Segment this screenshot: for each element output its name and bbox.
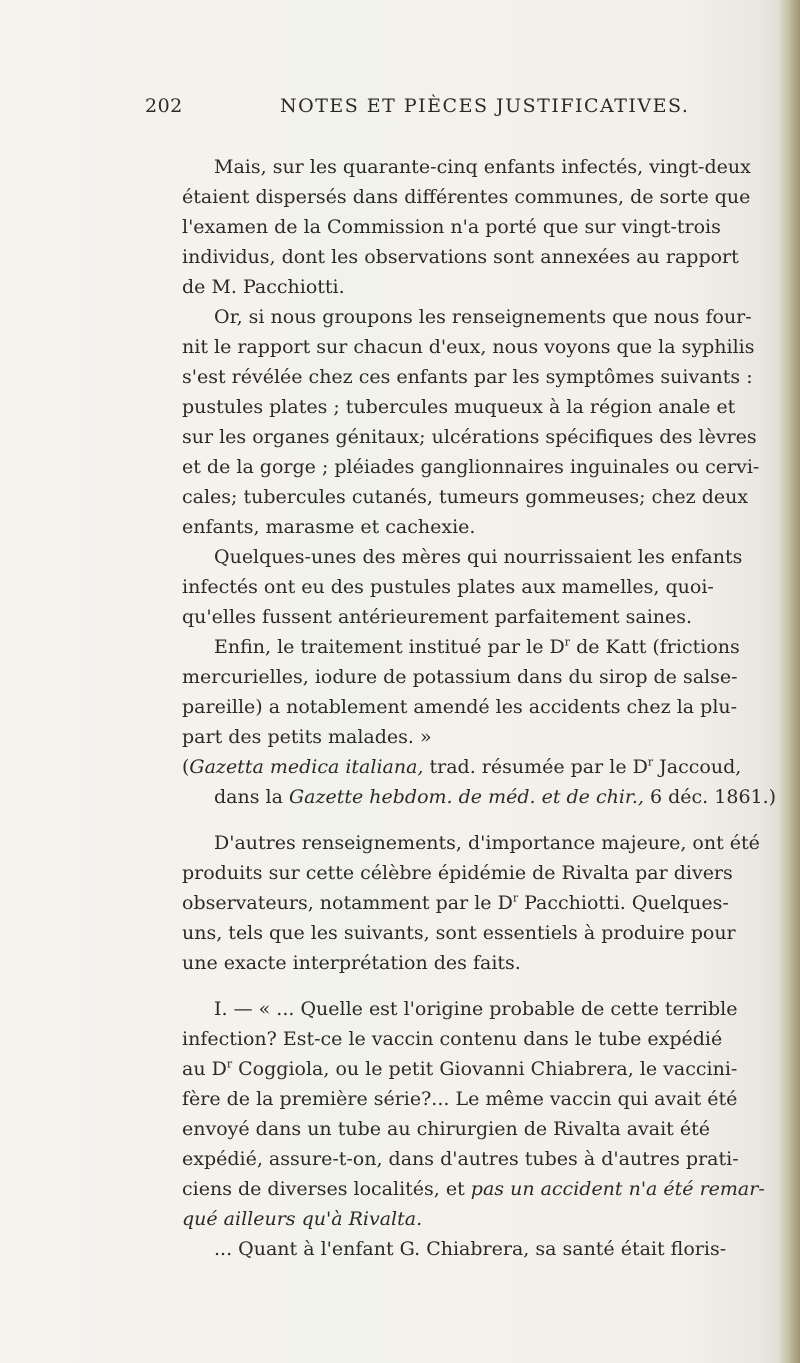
text-line: Quelques-unes des mères qui nourrissaient les enfants (214, 546, 743, 568)
text-line: Mais, sur les quarante-cinq enfants infectés, vingt-deux (214, 156, 751, 178)
citation-line (182, 782, 777, 812)
paragraph-gap (182, 812, 774, 828)
text-fragment: ( (182, 756, 190, 778)
running-title: NOTES ET PIÈCES JUSTIFICATIVES. (280, 95, 690, 117)
page-header (145, 95, 745, 119)
citation-line (182, 752, 774, 782)
text-line (182, 888, 774, 918)
text-line: mercurielles, iodure de potassium dans du sirop de salse- (182, 666, 738, 688)
text-line: infection? Est-ce le vaccin contenu dans le tube expédié (182, 1028, 723, 1050)
text-line: une exacte interprétation des faits. (182, 952, 521, 974)
text-line: infectés ont eu des pustules plates aux mamelles, quoi- (182, 576, 714, 598)
text-fragment: Coggiola, ou le petit Giovanni Chiabrera, le vaccini- (232, 1058, 738, 1080)
text-line: pareille) a notablement amendé les accidents chez la plu- (182, 696, 738, 718)
page-number: 202 (145, 95, 183, 117)
text-fragment: Enfin, le traitement institué par le D (214, 636, 565, 658)
text-fragment: dans la (214, 786, 289, 808)
text-line: sur les organes génitaux; ulcérations spécifiques des lèvres (182, 426, 757, 448)
text-line: individus, dont les observations sont annexées au rapport (182, 246, 739, 268)
text-line: envoyé dans un tube au chirurgien de Rivalta avait été (182, 1118, 710, 1140)
text-fragment: au D (182, 1058, 227, 1080)
text-line: fère de la première série?... Le même vaccin qui avait été (182, 1088, 738, 1110)
text-fragment: de Katt (frictions (570, 636, 740, 658)
text-line: produits sur cette célèbre épidémie de Rivalta par divers (182, 862, 733, 884)
text-line: pustules plates ; tubercules muqueux à la région anale et (182, 396, 736, 418)
text-line: de M. Pacchiotti. (182, 276, 345, 298)
text-fragment: Jaccoud, (653, 756, 742, 778)
text-line: qu'elles fussent antérieurement parfaitement saines. (182, 606, 693, 628)
text-line: Or, si nous groupons les renseignements que nous four- (214, 306, 752, 328)
journal-title: Gazette hebdom. de méd. et de chir., (288, 786, 644, 808)
text-line: étaient dispersés dans différentes communes, de sorte que (182, 186, 751, 208)
text-line (182, 1174, 774, 1204)
text-fragment: observateurs, notamment par le D (182, 892, 513, 914)
journal-title: Gazetta medica italiana, (189, 756, 424, 778)
text-fragment: Pacchiotti. Quelques- (518, 892, 729, 914)
superscript: r (226, 1057, 233, 1071)
text-fragment: ciens de diverses localités, et (182, 1178, 471, 1200)
text-line: part des petits malades. » (182, 726, 432, 748)
superscript: r (647, 755, 654, 769)
italic-fragment: pas un accident n'a été remar- (470, 1178, 765, 1200)
text-line: cales; tubercules cutanés, tumeurs gommeuses; chez deux (182, 486, 749, 508)
text-line: nit le rapport sur chacun d'eux, nous voyons que la syphilis (182, 336, 755, 358)
text-line (182, 632, 774, 662)
text-line: I. — « ... Quelle est l'origine probable de cette terrible (214, 998, 738, 1020)
text-line: s'est révélée chez ces enfants par les symptômes suivants : (182, 366, 753, 388)
text-line: enfants, marasme et cachexie. (182, 516, 476, 538)
text-line: D'autres renseignements, d'importance majeure, ont été (214, 832, 760, 854)
text-fragment: 6 déc. 1861.) (643, 786, 777, 808)
page-edge-shadow (778, 0, 800, 1363)
text-line: expédié, assure-t-on, dans d'autres tubes à d'autres prati- (182, 1148, 739, 1170)
text-fragment: trad. résumée par le D (423, 756, 648, 778)
paragraph-gap (182, 978, 774, 994)
text-line: ... Quant à l'enfant G. Chiabrera, sa santé était floris- (214, 1238, 727, 1260)
body-text (182, 152, 777, 1264)
text-line: uns, tels que les suivants, sont essentiels à produire pour (182, 922, 736, 944)
text-line (182, 1054, 774, 1084)
text-line: et de la gorge ; pléiades ganglionnaires inguinales ou cervi- (182, 456, 760, 478)
text-line: l'examen de la Commission n'a porté que sur vingt-trois (182, 216, 721, 238)
text-line: qué ailleurs qu'à Rivalta. (182, 1208, 423, 1230)
superscript: r (512, 891, 519, 905)
superscript: r (564, 635, 571, 649)
